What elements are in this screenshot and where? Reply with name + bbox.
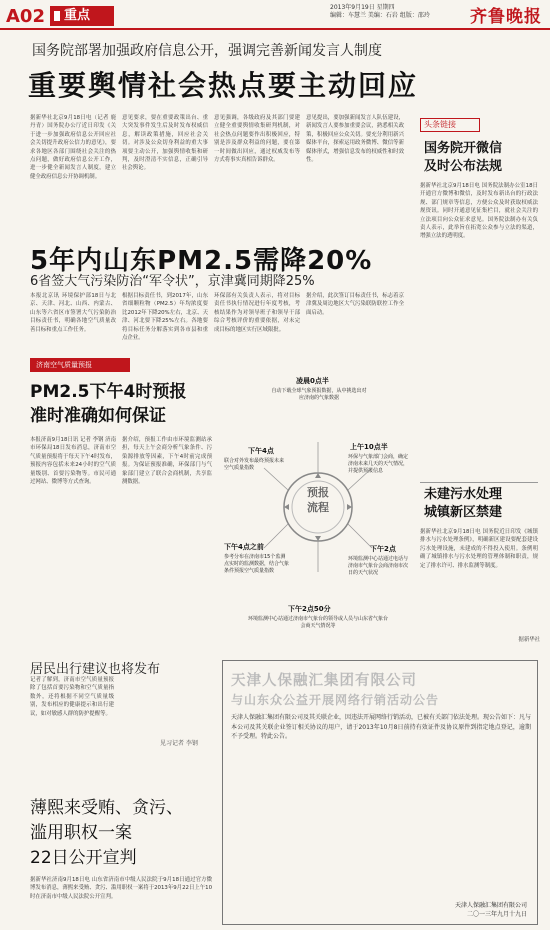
residents-text-1: 记者了解到，济南市空气质量预报除了包括首要污染物和空气质量指数外，还将根据不同空气质量级别，发布相应的健康提示和出行建议，如对敏感人群的防护提醒等。 — [30, 677, 114, 717]
lead-column-1: 据新华社北京9月18日电（记者 鹿丹青）国务院办公厅近日印发《关于进一步加强政府信息公开回应社会关切提升政府公信力的意见》，要求各地区各部门围绕社会关注的热点问题，做好政府信息公开工作，进一步健全新闻发言人制度，建立健全政府信息公开协调机制。 — [30, 115, 116, 180]
sidebar-tag: 头条链接 — [420, 118, 480, 132]
pm-headline: 5年内山东PM2.5需降20% — [30, 246, 373, 276]
lead-headline: 重要舆情社会热点要主动回应 — [28, 69, 419, 102]
notice-date: 二〇一三年九月十九日 — [466, 911, 527, 918]
forecast-headline: PM2.5下午4时预报 准时准确如何保证 — [30, 382, 187, 426]
newspaper-logo: 齐鲁晚报 — [470, 7, 542, 27]
diagram-center-label: 预报 流程 — [307, 486, 329, 514]
step-label-1400: 下午2点 — [370, 545, 396, 553]
sidebar-headline-2: 未建污水处理 城镇新区禁建 — [424, 487, 503, 520]
step-label-before-1600: 下午4点之前 — [224, 543, 264, 551]
trial-text: 据新华社济南9月18日电 山东省济南市中级人民法院于9月18日通过官方微博发布消息，薄熙来受贿、贪污、滥用职权一案将于2013年9月22日上午10时在济南市中级人民法院公开宣判。 — [30, 877, 212, 900]
header-info — [330, 4, 480, 20]
masthead — [0, 0, 550, 30]
forecast-process-diagram — [222, 372, 414, 642]
lead-column-3: 意见强调，各级政府及其部门要建立健全重要舆情收集研判机制，对社会热点问题要作出积极回应，特别是涉及群众利益的问题，要在第一时间做出回应，通过权威发布等方式将事实真相告诉群众。 — [214, 115, 300, 164]
pm-column-3: 环保部有关负责人表示，将对目标责任书执行情况进行年度考核，考核结果作为对领导班子和领导干部综合考核评价的重要依据，对未完成目标的地区实行区域限批。 — [214, 293, 300, 333]
notice-title: 天津人保融汇集团有限公司 — [231, 673, 417, 689]
step-text-1400: 环境监测中心站通过电话与济南市气象台会商济南市次日的天气状况 — [348, 556, 409, 576]
step-label-1450: 下午2点50分 — [288, 605, 331, 613]
step-text-1600: 联合对外发布最终预报未来空气质量指数 — [224, 458, 285, 471]
residents-byline: 见习记者 李钢 — [160, 740, 198, 747]
lead-column-4: 意见提出，要加强新闻发言人队伍建设，新闻发言人要参加重要会议，熟悉相关政策，积极回应公众关切。要充分利用新兴媒体平台，探索运用政务微博、微信等新媒体形式，增强信息发布的权威性和时效性。 — [306, 115, 404, 164]
pm-subhead: 6省签大气污染防治“军令状”，京津冀同期降25% — [30, 274, 315, 289]
sidebar-text-1: 据新华社北京9月18日电 国务院法制办公室18日开通官方微博和微信，及时发布新出台的行政法规、部门规章等信息，方便公众及时获取权威法规资讯。同时开通意见征集栏目，就社会关注的立法项目向公众征求意见。国务院法制办有关负责人表示，此举旨在拓宽公众参与立法的渠道，增强立法的透明度。 — [420, 183, 538, 240]
pm-column-2: 根据目标责任书，到2017年，山东省细颗粒物（PM2.5）年均浓度要比2012年下降20%左右，北京、天津、河北要下降25%左右。各地要将目标任务分解落实到各市县和重点企业。 — [122, 293, 208, 342]
pm-column-1: 本报北京讯 环境保护部18日与北京、天津、河北、山西、内蒙古、山东等六省区市签署大气污染防治目标责任书，明确各地空气质量改善目标和重点工作任务。 — [30, 293, 116, 333]
step-label-0030: 凌晨0点半 — [296, 377, 329, 385]
step-text-1450: 环境监测中心站通过济南市气象台的领导或人员与山东省气象台会商天气情况等 — [248, 616, 389, 629]
forecast-tag: 济南空气质量预报 — [30, 358, 130, 372]
public-notice-box — [222, 660, 538, 925]
forecast-column-2: 据介绍，预报工作由市环境监测站承担，每天上午会商分析气象条件、污染源排放等因素，下午4时前完成预报。为保证预报准确，环保部门与气象部门建立了联合会商机制，共享监测数据。 — [122, 437, 212, 486]
header-date: 2013年9月19日 星期四 — [330, 4, 395, 11]
step-label-1600: 下午4点 — [248, 447, 274, 455]
sidebar-byline: 据新华社 — [518, 637, 540, 643]
sidebar-text-2: 据新华社北京9月18日电 国务院近日印发《城镇排水与污水处理条例》，明确新区建设要配套建设污水处理设施，未建成的不得投入使用。条例明确了城镇排水与污水处理的管理体制和职责，规定了排水许可、排水监测等制度。 — [420, 529, 538, 569]
lead-kicker: 国务院部署加强政府信息公开，强调完善新闻发言人制度 — [32, 43, 382, 59]
step-text-1030: 环保与气象部门会商，确定济南未来几天的天气情况，并提供预报信息 — [348, 454, 409, 474]
pm-column-4: 据介绍，此次签订目标责任书，标志着京津冀及周边地区大气污染联防联控工作全面启动。 — [306, 293, 404, 316]
sidebar-headline-1: 国务院开微信 及时公布法规 — [424, 141, 503, 174]
sidebar-divider — [420, 482, 538, 483]
residents-headline: 居民出行建议也将发布 — [30, 662, 161, 677]
step-text-before-1600: 参考分布在济南市15个监测点实时的监测数据，结合气象条件预报空气质量指数 — [224, 554, 290, 574]
trial-headline: 薄熙来受贿、贪污、 滥用职权一案 22日公开宣判 — [30, 798, 183, 868]
notice-subtitle: 与山东众公益开展网络行销活动公告 — [231, 693, 440, 707]
notice-signature — [455, 901, 527, 919]
notice-body: 天津人保融汇集团有限公司及其关联企业，因违法开展网络行销活动，已被有关部门依法处理。现公告如下：凡与本公司及其关联企业签订相关协议的用户，请于2013年10月8日前持有效证件及协议原件到指定地点登记，逾期不予受理。特此公告。 — [231, 714, 531, 740]
notice-signer: 天津人保融汇集团有限公司 — [454, 902, 527, 909]
step-label-1030: 上午10点半 — [350, 443, 388, 451]
header-editors: 编辑：车慧兰 美编：石岩 组版：邵玲 — [330, 12, 430, 19]
page-number: A02 — [6, 6, 45, 27]
forecast-column-1: 本报济南9月18日讯 记者 李钢 济南市环保局18日发布消息，济南市空气质量预报将于每天下午4时发布，预报内容包括未来24小时的空气质量级别、首要污染物等。市民可通过网站、微博等方式查询。 — [30, 437, 116, 486]
lead-column-2: 意见要求，要在重要政策出台、重大突发事件发生后及时发布权威信息，解读政策措施，回应社会关切。对涉及公众切身利益的重大事项要主动公开，加强舆情收集和研判，及时澄清不实信息，正确引导社会舆论。 — [122, 115, 208, 172]
step-text-0030: 自动下载全球气象预报数据，从中挑选出对应济南的气象数据 — [271, 388, 367, 401]
section-tag: 重点 — [50, 6, 114, 26]
